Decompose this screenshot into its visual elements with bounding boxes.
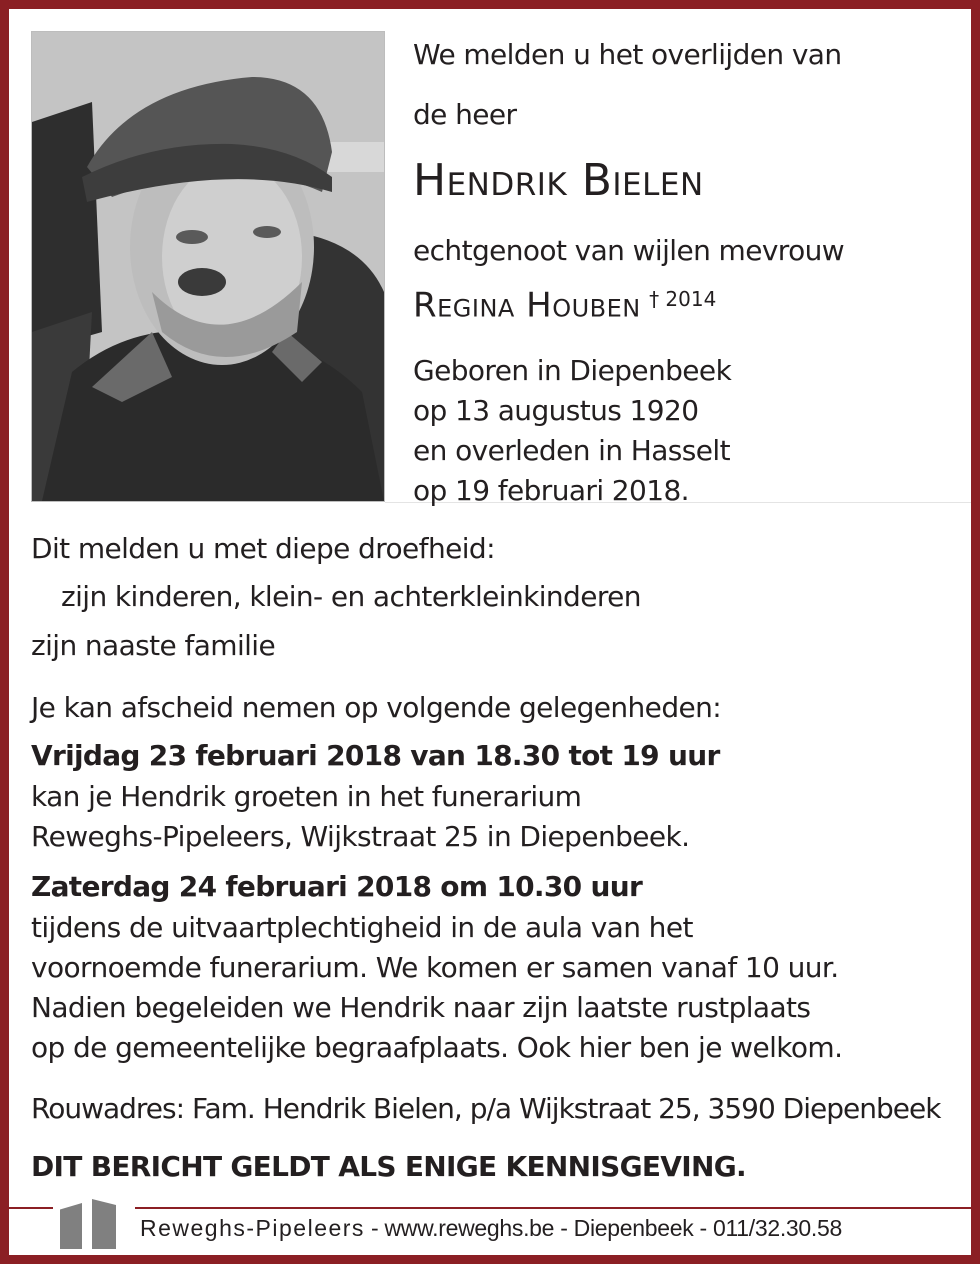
title-prefix: de heer xyxy=(413,98,517,131)
deceased-name: Hendrik Bielen xyxy=(413,155,704,206)
spouse-line xyxy=(413,282,716,325)
farewell-intro: Je kan afscheid nemen op volgende gelegenheden: xyxy=(31,691,722,724)
born-date: op 13 augustus 1920 xyxy=(413,394,699,427)
mourners-children: zijn kinderen, klein- en achterkleinkinderen xyxy=(61,580,641,613)
footer-rule-right xyxy=(135,1207,971,1209)
mourning-address: Rouwadres: Fam. Hendrik Bielen, p/a Wijkstraat 25, 3590 Diepenbeek xyxy=(31,1092,941,1125)
portrait-photo xyxy=(31,31,385,502)
relation-text: echtgenoot van wijlen mevrouw xyxy=(413,234,845,267)
event2-line4: op de gemeentelijke begraafplaats. Ook hier ben je welkom. xyxy=(31,1031,843,1064)
spouse-name: Regina Houben xyxy=(413,285,641,326)
event1-heading: Vrijdag 23 februari 2018 van 18.30 tot 19 uur xyxy=(31,739,720,772)
footer-rule-left xyxy=(9,1207,53,1209)
portrait-image xyxy=(32,32,384,501)
event2-line1: tijdens de uitvaartplechtigheid in de aula van het xyxy=(31,911,693,944)
mourners-family: zijn naaste familie xyxy=(31,629,276,662)
footer-brand: Reweghs-Pipeleers xyxy=(140,1215,365,1241)
event1-line2: Reweghs-Pipeleers, Wijkstraat 25 in Diepenbeek. xyxy=(31,820,690,853)
mourners-intro: Dit melden u met diepe droefheid: xyxy=(31,532,495,565)
footer-contact xyxy=(140,1213,842,1243)
died-place: en overleden in Hasselt xyxy=(413,434,730,467)
event1-line1: kan je Hendrik groeten in het funerarium xyxy=(31,780,582,813)
event2-line2: voornoemde funerarium. We komen er samen vanaf 10 uur. xyxy=(31,951,839,984)
event2-heading: Zaterdag 24 februari 2018 om 10.30 uur xyxy=(31,870,643,903)
spouse-death-year: † 2014 xyxy=(649,287,717,311)
died-date: op 19 februari 2018. xyxy=(413,474,689,507)
event2-line3: Nadien begeleiden we Hendrik naar zijn laatste rustplaats xyxy=(31,991,811,1024)
footer-details: - www.reweghs.be - Diepenbeek - 011/32.30.58 xyxy=(364,1215,842,1241)
notice-text: DIT BERICHT GELDT ALS ENIGE KENNISGEVING. xyxy=(31,1150,746,1183)
born-place: Geboren in Diepenbeek xyxy=(413,354,732,387)
intro-text: We melden u het overlijden van xyxy=(413,38,842,71)
